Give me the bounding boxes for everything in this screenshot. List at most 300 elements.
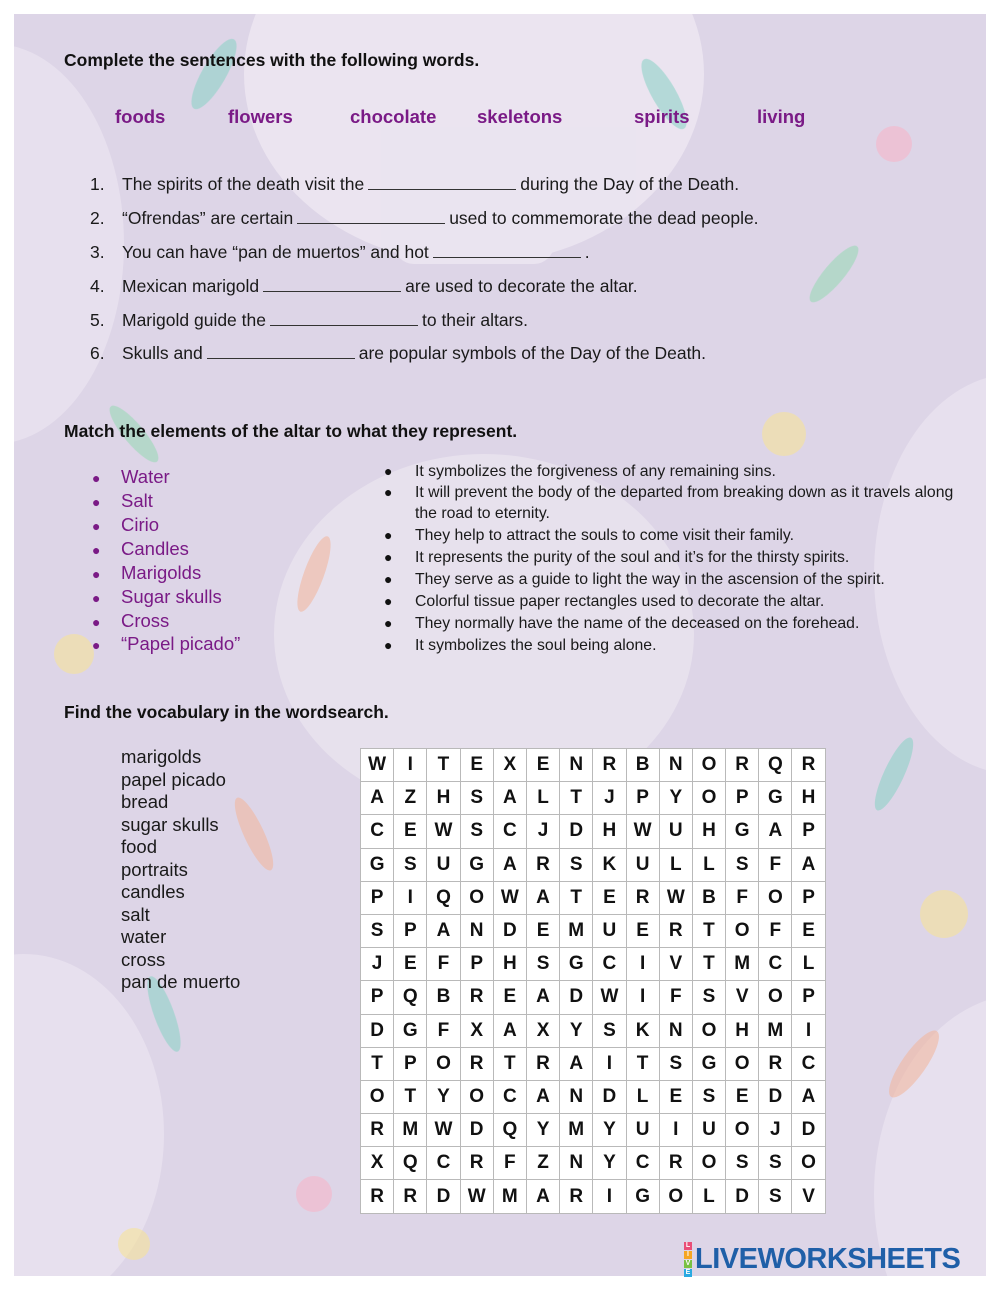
wordsearch-cell[interactable]: I (792, 1014, 825, 1047)
wordsearch-cell[interactable]: H (692, 815, 725, 848)
wordsearch-cell[interactable]: M (726, 948, 759, 981)
wordsearch-cell[interactable]: P (394, 914, 427, 947)
wordsearch-row (361, 1014, 826, 1047)
wordsearch-row (361, 782, 826, 815)
wordsearch-cell[interactable]: J (759, 1114, 792, 1147)
wordsearch-cell[interactable]: P (394, 1047, 427, 1080)
wordsearch-cell[interactable]: R (526, 848, 559, 881)
wordsearch-cell[interactable]: L (626, 1080, 659, 1113)
logo-letter: I (684, 1251, 692, 1259)
wordsearch-cell[interactable]: D (560, 981, 593, 1014)
sentence-text-after: are used to decorate the altar. (405, 276, 638, 296)
word-bank-item: spirits (634, 106, 690, 127)
bullet-icon: ● (92, 494, 101, 511)
wordsearch-cell[interactable]: U (427, 848, 460, 881)
wordsearch-cell[interactable]: T (692, 948, 725, 981)
answer-blank[interactable] (207, 343, 355, 359)
wordsearch-cell[interactable]: F (427, 948, 460, 981)
wordsearch-cell[interactable]: Q (759, 749, 792, 782)
wordsearch-cell[interactable]: T (493, 1047, 526, 1080)
wordsearch-cell[interactable]: Y (593, 1147, 626, 1180)
wordsearch-cell[interactable]: C (593, 948, 626, 981)
wordsearch-row (361, 914, 826, 947)
answer-blank[interactable] (433, 242, 581, 258)
wordsearch-cell[interactable]: Y (526, 1114, 559, 1147)
liveworksheets-wordmark: LIVEWORKSHEETS (695, 1243, 961, 1275)
wordsearch-cell[interactable]: H (792, 782, 825, 815)
wordsearch-cell[interactable]: R (394, 1180, 427, 1213)
wordsearch-cell[interactable]: O (659, 1180, 692, 1213)
wordsearch-cell[interactable]: K (626, 1014, 659, 1047)
sentence-text-before: Skulls and (122, 343, 203, 363)
bullet-icon: ● (92, 637, 101, 654)
wordsearch-cell[interactable]: Y (593, 1114, 626, 1147)
wordsearch-cell[interactable]: L (526, 782, 559, 815)
wordsearch-cell[interactable]: M (394, 1114, 427, 1147)
wordsearch-cell[interactable]: O (692, 1147, 725, 1180)
wordsearch-cell[interactable]: R (659, 914, 692, 947)
wordsearch-grid[interactable] (360, 748, 826, 1214)
wordsearch-cell[interactable]: A (792, 1080, 825, 1113)
sentence-6 (90, 343, 706, 364)
wordsearch-cell[interactable]: T (560, 782, 593, 815)
wordsearch-cell[interactable]: L (692, 1180, 725, 1213)
altar-element-label: Cross (121, 610, 170, 631)
wordsearch-cell[interactable]: Q (394, 1147, 427, 1180)
wordsearch-cell[interactable]: E (394, 948, 427, 981)
wordsearch-cell[interactable]: S (560, 848, 593, 881)
sentence-text-after: . (584, 242, 590, 262)
wordsearch-cell[interactable]: A (427, 914, 460, 947)
wordsearch-cell[interactable]: P (792, 881, 825, 914)
wordsearch-cell[interactable]: L (692, 848, 725, 881)
wordsearch-cell[interactable]: E (493, 981, 526, 1014)
vocab-word: food (121, 836, 158, 857)
wordsearch-cell[interactable]: R (460, 1047, 493, 1080)
wordsearch-cell[interactable]: C (493, 815, 526, 848)
wordsearch-cell[interactable]: A (526, 881, 559, 914)
altar-element-label: Salt (121, 490, 153, 511)
wordsearch-cell[interactable]: B (626, 749, 659, 782)
meaning-text: They normally have the name of the deceased on the forehead. (415, 615, 860, 632)
wordsearch-cell[interactable]: E (526, 914, 559, 947)
wordsearch-cell[interactable]: D (593, 1080, 626, 1113)
word-bank-item: flowers (228, 106, 293, 127)
wordsearch-cell[interactable]: X (361, 1147, 394, 1180)
wordsearch-cell[interactable]: W (659, 881, 692, 914)
bullet-icon: ● (92, 518, 101, 535)
answer-blank[interactable] (270, 310, 418, 326)
wordsearch-cell[interactable]: I (626, 948, 659, 981)
wordsearch-cell[interactable]: E (394, 815, 427, 848)
wordsearch-cell[interactable]: A (526, 1080, 559, 1113)
wordsearch-cell[interactable]: Y (659, 782, 692, 815)
exercise1-title: Complete the sentences with the following words. (64, 50, 480, 70)
wordsearch-row (361, 815, 826, 848)
altar-element-label: Marigolds (121, 562, 202, 583)
worksheet-page (14, 14, 986, 1276)
wordsearch-cell[interactable]: O (792, 1147, 825, 1180)
vocab-word: candles (121, 881, 185, 902)
wordsearch-cell[interactable]: D (427, 1180, 460, 1213)
altar-element-item[interactable] (92, 466, 170, 488)
liveworksheets-logo (684, 1242, 960, 1277)
wordsearch-cell[interactable]: W (427, 815, 460, 848)
bullet-icon: ● (384, 463, 393, 479)
sentence-text-before: Mexican marigold (122, 276, 260, 296)
wordsearch-cell[interactable]: G (759, 782, 792, 815)
altar-element-item[interactable] (92, 490, 153, 512)
wordsearch-cell[interactable]: O (759, 981, 792, 1014)
meaning-text: It symbolizes the soul being alone. (415, 637, 657, 654)
wordsearch-cell[interactable]: R (593, 749, 626, 782)
wordsearch-cell[interactable]: Z (394, 782, 427, 815)
wordsearch-cell[interactable]: S (759, 1147, 792, 1180)
wordsearch-cell[interactable]: S (659, 1047, 692, 1080)
wordsearch-row (361, 1114, 826, 1147)
wordsearch-cell[interactable]: A (493, 1014, 526, 1047)
wordsearch-cell[interactable]: C (427, 1147, 460, 1180)
wordsearch-cell[interactable]: R (759, 1047, 792, 1080)
wordsearch-cell[interactable]: D (726, 1180, 759, 1213)
wordsearch-cell[interactable]: Q (427, 881, 460, 914)
vocab-word: salt (121, 904, 150, 925)
wordsearch-cell[interactable]: O (759, 881, 792, 914)
answer-blank[interactable] (368, 174, 516, 190)
sentence-text-before: Marigold guide the (122, 310, 266, 330)
answer-blank[interactable] (263, 276, 401, 292)
meaning-item[interactable] (384, 461, 964, 482)
sentence-text-before: The spirits of the death visit the (122, 174, 365, 194)
wordsearch-cell[interactable]: R (626, 881, 659, 914)
wordsearch-cell[interactable]: S (759, 1180, 792, 1213)
wordsearch-cell[interactable]: S (692, 981, 725, 1014)
altar-element-item[interactable] (92, 633, 240, 655)
wordsearch-cell[interactable]: U (692, 1114, 725, 1147)
exercise3-title: Find the vocabulary in the wordsearch. (64, 702, 389, 722)
wordsearch-cell[interactable]: M (493, 1180, 526, 1213)
wordsearch-cell[interactable]: W (493, 881, 526, 914)
wordsearch-cell[interactable]: T (560, 881, 593, 914)
wordsearch-cell[interactable]: H (427, 782, 460, 815)
sentence-text-before: “Ofrendas” are certain (122, 208, 294, 228)
sentence-text-before: You can have “pan de muertos” and hot (122, 242, 429, 262)
meaning-text: It represents the purity of the soul and it’s for the thirsty spirits. (415, 549, 850, 566)
wordsearch-row (361, 881, 826, 914)
wordsearch-cell[interactable]: Y (560, 1014, 593, 1047)
wordsearch-cell[interactable]: M (759, 1014, 792, 1047)
wordsearch-cell[interactable]: A (361, 782, 394, 815)
wordsearch-cell[interactable]: O (460, 1080, 493, 1113)
wordsearch-cell[interactable]: V (659, 948, 692, 981)
wordsearch-cell[interactable]: N (560, 749, 593, 782)
bullet-icon: ● (384, 615, 393, 631)
bullet-icon: ● (384, 549, 393, 565)
sentence-3 (90, 242, 590, 263)
wordsearch-cell[interactable]: X (493, 749, 526, 782)
bullet-icon: ● (384, 484, 393, 500)
bullet-icon: ● (92, 614, 101, 631)
wordsearch-row (361, 749, 826, 782)
wordsearch-cell[interactable]: L (659, 848, 692, 881)
wordsearch-cell[interactable]: R (726, 749, 759, 782)
logo-letter: L (685, 1242, 691, 1249)
altar-element-label: Cirio (121, 514, 160, 535)
altar-element-item[interactable] (92, 586, 222, 608)
wordsearch-cell[interactable]: N (560, 1147, 593, 1180)
vocab-word: cross (121, 949, 166, 970)
wordsearch-cell[interactable]: N (560, 1080, 593, 1113)
wordsearch-cell[interactable]: V (726, 981, 759, 1014)
word-bank-item: living (757, 106, 806, 127)
wordsearch-cell[interactable]: J (593, 782, 626, 815)
wordsearch-cell[interactable]: I (394, 749, 427, 782)
wordsearch-cell[interactable]: P (726, 782, 759, 815)
wordsearch-cell[interactable]: T (626, 1047, 659, 1080)
meaning-text: It symbolizes the forgiveness of any remaining sins. (415, 463, 776, 480)
wordsearch-cell[interactable]: S (460, 782, 493, 815)
wordsearch-cell[interactable]: I (593, 1047, 626, 1080)
wordsearch-cell[interactable]: G (726, 815, 759, 848)
wordsearch-cell[interactable]: T (427, 749, 460, 782)
wordsearch-cell[interactable]: E (526, 749, 559, 782)
sentence-number: 5. (90, 310, 105, 330)
wordsearch-cell[interactable]: M (560, 1114, 593, 1147)
altar-element-item[interactable] (92, 562, 201, 584)
vocab-word: pan de muerto (121, 971, 241, 992)
wordsearch-cell[interactable]: E (659, 1080, 692, 1113)
wordsearch-cell[interactable]: P (460, 948, 493, 981)
logo-letter: E (685, 1269, 691, 1276)
wordsearch-cell[interactable]: S (726, 848, 759, 881)
wordsearch-cell[interactable]: N (659, 1014, 692, 1047)
wordsearch-cell[interactable]: F (659, 981, 692, 1014)
wordsearch-row (361, 948, 826, 981)
sentence-number: 4. (90, 276, 105, 296)
wordsearch-cell[interactable]: W (427, 1114, 460, 1147)
wordsearch-cell[interactable]: H (726, 1014, 759, 1047)
vocab-word: marigolds (121, 746, 202, 767)
wordsearch-cell[interactable]: S (726, 1147, 759, 1180)
wordsearch-cell[interactable]: Z (526, 1147, 559, 1180)
wordsearch-cell[interactable]: U (659, 815, 692, 848)
wordsearch-cell[interactable]: N (460, 914, 493, 947)
bullet-icon: ● (384, 593, 393, 609)
wordsearch-cell[interactable]: G (460, 848, 493, 881)
wordsearch-cell[interactable]: P (361, 981, 394, 1014)
wordsearch-cell[interactable]: Y (427, 1080, 460, 1113)
wordsearch-cell[interactable]: A (560, 1047, 593, 1080)
wordsearch-cell[interactable]: T (361, 1047, 394, 1080)
sentence-4 (90, 276, 638, 297)
sentence-number: 3. (90, 242, 105, 262)
wordsearch-cell[interactable]: S (394, 848, 427, 881)
wordsearch-cell[interactable]: D (361, 1014, 394, 1047)
vocab-word: water (121, 926, 167, 947)
sentence-text-after: used to commemorate the dead people. (449, 208, 759, 228)
wordsearch-cell[interactable]: R (526, 1047, 559, 1080)
wordsearch-cell[interactable]: T (692, 914, 725, 947)
wordsearch-cell[interactable]: D (560, 815, 593, 848)
wordsearch-cell[interactable]: O (692, 782, 725, 815)
wordsearch-row (361, 981, 826, 1014)
wordsearch-cell[interactable]: E (626, 914, 659, 947)
wordsearch-cell[interactable]: O (427, 1047, 460, 1080)
wordsearch-cell[interactable]: R (792, 749, 825, 782)
wordsearch-cell[interactable]: O (361, 1080, 394, 1113)
meaning-item[interactable] (384, 613, 964, 634)
sentence-text-after: during the Day of the Death. (520, 174, 740, 194)
wordsearch-cell[interactable]: E (726, 1080, 759, 1113)
wordsearch-cell[interactable]: A (792, 848, 825, 881)
meaning-item[interactable] (384, 482, 964, 524)
wordsearch-cell[interactable]: W (460, 1180, 493, 1213)
altar-element-label: Water (121, 466, 170, 487)
meaning-item[interactable] (384, 547, 964, 568)
meaning-text: It will prevent the body of the departed from breaking down as it travels along the road to eternity. (415, 484, 954, 522)
wordsearch-cell[interactable]: G (692, 1047, 725, 1080)
wordsearch-cell[interactable]: O (692, 749, 725, 782)
wordsearch-cell[interactable]: S (460, 815, 493, 848)
wordsearch-cell[interactable]: R (460, 981, 493, 1014)
wordsearch-cell[interactable]: O (460, 881, 493, 914)
wordsearch-cell[interactable]: I (394, 881, 427, 914)
wordsearch-cell[interactable]: R (361, 1180, 394, 1213)
bullet-icon: ● (92, 470, 101, 487)
wordsearch-cell[interactable]: O (726, 1114, 759, 1147)
wordsearch-cell[interactable]: U (593, 914, 626, 947)
sentence-number: 6. (90, 343, 105, 363)
wordsearch-cell[interactable]: N (659, 749, 692, 782)
meaning-item[interactable] (384, 525, 964, 546)
wordsearch-cell[interactable]: E (460, 749, 493, 782)
sentence-1 (90, 174, 739, 195)
bullet-icon: ● (92, 542, 101, 559)
vocab-word: sugar skulls (121, 814, 219, 835)
wordsearch-cell[interactable]: W (626, 815, 659, 848)
wordsearch-cell[interactable]: M (560, 914, 593, 947)
bullet-icon: ● (384, 527, 393, 543)
wordsearch-cell[interactable]: C (361, 815, 394, 848)
altar-element-item[interactable] (92, 514, 159, 536)
bullet-icon: ● (92, 566, 101, 583)
wordsearch-cell[interactable]: F (759, 848, 792, 881)
wordsearch-cell[interactable]: R (560, 1180, 593, 1213)
altar-element-item[interactable] (92, 610, 169, 632)
wordsearch-cell[interactable]: G (626, 1180, 659, 1213)
wordsearch-cell[interactable]: F (493, 1147, 526, 1180)
wordsearch-cell[interactable]: A (759, 815, 792, 848)
wordsearch-cell[interactable]: F (759, 914, 792, 947)
wordsearch-cell[interactable]: G (361, 848, 394, 881)
wordsearch-cell[interactable]: D (759, 1080, 792, 1113)
wordsearch-cell[interactable]: O (726, 1047, 759, 1080)
wordsearch-cell[interactable]: C (493, 1080, 526, 1113)
wordsearch-cell[interactable]: A (526, 1180, 559, 1213)
wordsearch-cell[interactable]: J (526, 815, 559, 848)
wordsearch-cell[interactable]: W (361, 749, 394, 782)
wordsearch-cell[interactable]: D (460, 1114, 493, 1147)
wordsearch-cell[interactable]: G (560, 948, 593, 981)
wordsearch-row (361, 1080, 826, 1113)
wordsearch-cell[interactable]: I (593, 1180, 626, 1213)
sentence-5 (90, 310, 528, 331)
wordsearch-cell[interactable]: S (526, 948, 559, 981)
wordsearch-row (361, 1180, 826, 1213)
liveworksheets-icon (684, 1242, 692, 1277)
wordsearch-cell[interactable]: R (361, 1114, 394, 1147)
wordsearch-cell[interactable]: V (792, 1180, 825, 1213)
wordsearch-cell[interactable]: Q (493, 1114, 526, 1147)
wordsearch-cell[interactable]: G (394, 1014, 427, 1047)
wordsearch-cell[interactable]: U (626, 1114, 659, 1147)
meaning-item[interactable] (384, 635, 964, 656)
wordsearch-cell[interactable]: K (593, 848, 626, 881)
wordsearch-cell[interactable]: P (792, 815, 825, 848)
wordsearch-cell[interactable]: W (593, 981, 626, 1014)
wordsearch-cell[interactable]: E (792, 914, 825, 947)
meaning-text: Colorful tissue paper rectangles used to decorate the altar. (415, 593, 825, 610)
bullet-icon: ● (92, 590, 101, 607)
wordsearch-cell[interactable]: S (361, 914, 394, 947)
sentence-2 (90, 208, 759, 229)
meaning-item[interactable] (384, 569, 964, 590)
wordsearch-cell[interactable]: O (692, 1014, 725, 1047)
wordsearch-row (361, 1147, 826, 1180)
wordsearch-cell[interactable]: I (626, 981, 659, 1014)
wordsearch-cell[interactable]: B (692, 881, 725, 914)
wordsearch-cell[interactable]: P (792, 981, 825, 1014)
wordsearch-cell[interactable]: Q (394, 981, 427, 1014)
altar-element-item[interactable] (92, 538, 189, 560)
wordsearch-cell[interactable]: P (361, 881, 394, 914)
altar-element-label: Sugar skulls (121, 586, 222, 607)
wordsearch-cell[interactable]: R (659, 1147, 692, 1180)
wordsearch-cell[interactable]: B (427, 981, 460, 1014)
wordsearch-cell[interactable]: D (493, 914, 526, 947)
wordsearch-cell[interactable]: S (692, 1080, 725, 1113)
wordsearch-cell[interactable]: X (460, 1014, 493, 1047)
wordsearch-cell[interactable]: C (759, 948, 792, 981)
wordsearch-cell[interactable]: A (526, 981, 559, 1014)
meaning-item[interactable] (384, 591, 964, 612)
wordsearch-cell[interactable]: H (493, 948, 526, 981)
word-bank-item: chocolate (350, 106, 437, 127)
wordsearch-cell[interactable]: L (792, 948, 825, 981)
wordsearch-cell[interactable]: D (792, 1114, 825, 1147)
answer-blank[interactable] (297, 208, 445, 224)
wordsearch-cell[interactable]: A (493, 782, 526, 815)
wordsearch-cell[interactable]: C (626, 1147, 659, 1180)
wordsearch-cell[interactable]: J (361, 948, 394, 981)
exercise2-title: Match the elements of the altar to what they represent. (64, 421, 518, 441)
meaning-text: They help to attract the souls to come visit their family. (415, 527, 794, 544)
wordsearch-cell[interactable]: X (526, 1014, 559, 1047)
wordsearch-cell[interactable]: S (593, 1014, 626, 1047)
wordsearch-cell[interactable]: P (626, 782, 659, 815)
wordsearch-cell[interactable]: E (593, 881, 626, 914)
wordsearch-cell[interactable]: F (726, 881, 759, 914)
wordsearch-cell[interactable]: I (659, 1114, 692, 1147)
wordsearch-cell[interactable]: U (626, 848, 659, 881)
wordsearch-cell[interactable]: F (427, 1014, 460, 1047)
wordsearch-cell[interactable]: T (394, 1080, 427, 1113)
wordsearch-cell[interactable]: C (792, 1047, 825, 1080)
wordsearch-cell[interactable]: R (460, 1147, 493, 1180)
wordsearch-cell[interactable]: O (726, 914, 759, 947)
wordsearch-cell[interactable]: H (593, 815, 626, 848)
wordsearch-cell[interactable]: A (493, 848, 526, 881)
